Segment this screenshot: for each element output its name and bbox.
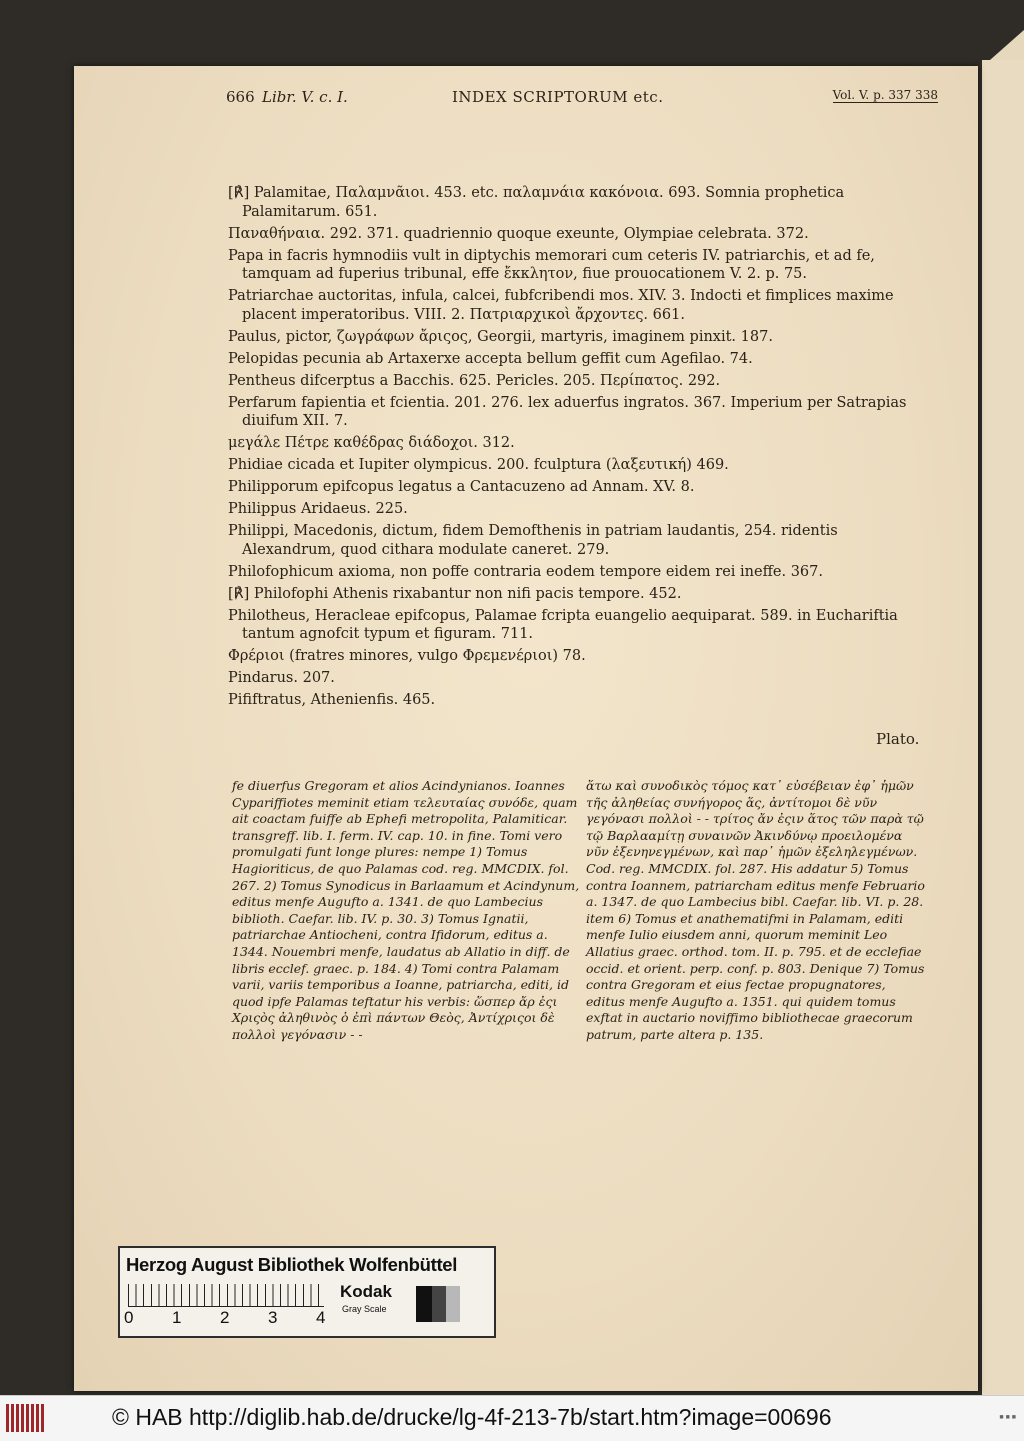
footer-bar: [0, 1395, 1024, 1441]
running-header: [150, 88, 938, 114]
index-entry: Pififtratus, Athenienfis. 465.: [228, 692, 436, 708]
ruler-number: 3: [268, 1308, 278, 1327]
footnote-column-left: fe diuerfus Gregoram et alios Acindynianos. Ioannes Cypariffiotes meminit etiam τελευταίας συνόδε, quam ait coactam fuiffe ab Ephefi metropolita, Palamiticar. transgreff. lib. I. ferm. IV. cap. 10. in fine. Tomi vero promulgati funt longe plures: nempe 1) Tomus Hagioriticus, de quo Palamas cod. reg. MMCDIX. fol. 267. 2) Tomus Synodicus in Barlaamum et Acindynum, editus menfe Augufto a. 1341. de quo Lambecius biblioth. Caefar. lib. IV. p. 30. 3) Tomus Ignatii, patriarchae Antiocheni, contra Ifidorum, editus a. 1344. Nouembri menfe, laudatus ab Allatio in diff. de libris ecclef. graec. p. 184. 4) Tomi contra Palamam varii, variis temporibus a Ioanne, patriarcha, editi, id quod ipfe Palamas teftatur his verbis: ὥσπερ ἄρ ἐςι Χριςὸς ἀληθινὸς ὁ ἐπὶ πάντων Θεὸς, Ἀντίχριςοι δὲ πολλοὶ γεγόνασιν - -: [232, 778, 580, 1042]
page-title: INDEX SCRIPTORUM etc.: [452, 88, 664, 106]
index-entry: [℟] Philofophi Athenis rixabantur non nifi pacis tempore. 452.: [228, 585, 682, 602]
index-entries: [228, 184, 928, 713]
index-entry: Philofophicum axioma, non poffe contraria eodem tempore eidem rei ineffe. 367.: [228, 563, 823, 580]
book-reference: Libr. V. c. I.: [262, 88, 348, 106]
gray-swatch-mid: [446, 1286, 460, 1322]
library-name: Herzog August Bibliothek Wolfenbüttel: [126, 1254, 458, 1275]
gray-swatch-dark: [432, 1286, 446, 1322]
footer-dots-icon: ■ ■ ■: [999, 1414, 1016, 1421]
index-entry: Papa in facris hymnodiis vult in diptychis memorari cum ceteris IV. patriarchis, et ad fe, tamquam ad fuperius tribunal, effe ἔκκλητον, fiue prouocationem V. 2. p. 75.: [228, 247, 875, 282]
scale-ruler: [128, 1284, 324, 1307]
ruler-number: 0: [124, 1308, 134, 1327]
index-entry: Patriarchae auctoritas, infula, calcei, fubfcribendi mos. XIV. 3. Indocti et fimplices maxime placent imperatoribus. VIII. 2. Πατριαρχικοὶ ἄρχοντες. 661.: [228, 288, 894, 323]
kodak-logo: Kodak: [340, 1282, 392, 1301]
library-color-card: [118, 1246, 496, 1338]
page-number: 666: [226, 88, 255, 106]
footnote-column-right: ἅτω καὶ συνοδικὸς τόμος κατ᾽ εὐσέβειαν ἐφ᾽ ἡμῶν τῆς ἀληθείας συνήγορος ἅς, ἀντίτομοι δὲ νῦν γεγόνασι πολλοὶ - - τρίτος ἄν ἐςιν ἅτος τῶν παρὰ τῷ τῷ Βαρλααμίτῃ συναινῶν Ἀκινδύνῳ προειλομένα νῦν ἐξενηνεγμένων, καὶ παρ᾽ ἡμῶν ἐξεληλεγμένων. Cod. reg. MMCDIX. fol. 287. His addatur 5) Tomus contra Ioannem, patriarcham editus menfe Februario a. 1347. de quo Lambecius bibl. Caefar. lib. VI. p. 28. item 6) Tomus et anathematifmi in Palamam, editi menfe Iulio eiusdem anni, quorum meminit Leo Allatius graec. orthod. tom. II. p. 795. et de ecclefiae occid. et orient. perp. conf. p. 803. Denique 7) Tomus contra Gregoram et eius fectae propugnatores, editus menfe Augufto a. 1351. qui quidem tomus exftat in auctario noviffimo bibliothecae graecorum patrum, parte altera p. 135.: [586, 778, 925, 1042]
hab-logo-icon: [6, 1404, 46, 1432]
index-entry: Perfarum fapientia et fcientia. 201. 276. lex aduerfus ingratos. 367. Imperium per Satrapias diuifum XII. 7.: [228, 394, 907, 429]
index-entry: Παναθήναια. 292. 371. quadriennio quoque exeunte, Olympiae celebrata. 372.: [228, 225, 809, 242]
index-entry: Philippus Aridaeus. 225.: [228, 501, 408, 517]
volume-reference: Vol. V. p. 337 338: [832, 88, 938, 102]
index-entry: Philipporum epifcopus legatus a Cantacuzeno ad Annam. XV. 8.: [228, 479, 695, 495]
ruler-number: 1: [172, 1308, 182, 1327]
index-entry: Phidiae cicada et Iupiter olympicus. 200. fculptura (λαξευτική) 469.: [228, 457, 729, 473]
index-entry: Pentheus difcerptus a Bacchis. 625. Pericles. 205. Περίπατος. 292.: [228, 372, 721, 389]
ruler-number: 4: [316, 1308, 326, 1327]
index-entry: Philotheus, Heracleae epifcopus, Palamae fcripta euangelio aequiparat. 589. in Euchariftia tantum agnofcit typum et figuram. 711.: [228, 607, 898, 642]
index-entry: Paulus, pictor, ζωγράφων ἄριςος, Georgii, martyris, imaginem pinxit. 187.: [228, 328, 773, 345]
adjacent-page-edge: [982, 60, 1024, 1400]
index-entry: Philippi, Macedonis, dictum, fidem Demofthenis in patriam laudantis, 254. ridentis Alexandrum, quod cithara modulate caneret. 279.: [228, 523, 838, 558]
gray-scale-label: Gray Scale: [342, 1304, 387, 1314]
index-entry: Pelopidas pecunia ab Artaxerxe accepta bellum geffit cum Agefilao. 74.: [228, 350, 753, 367]
index-entry: [℟] Palamitae, Παλαμνᾶιοι. 453. etc. παλαμνάια κακόνοια. 693. Somnia prophetica Palamitarum. 651.: [228, 185, 845, 220]
gray-swatch-black: [416, 1286, 432, 1322]
catchword: Plato.: [876, 730, 920, 748]
index-entry: Φρέριοι (fratres minores, vulgo Φρεμενέριοι) 78.: [228, 648, 586, 664]
ruler-number: 2: [220, 1308, 230, 1327]
index-entry: μεγάλε Πέτρε καθέδρας διάδοχοι. 312.: [228, 435, 515, 451]
copyright-link[interactable]: © HAB http://diglib.hab.de/drucke/lg-4f-213-7b/start.htm?image=00696: [112, 1404, 832, 1430]
index-entry: Pindarus. 207.: [228, 670, 335, 686]
